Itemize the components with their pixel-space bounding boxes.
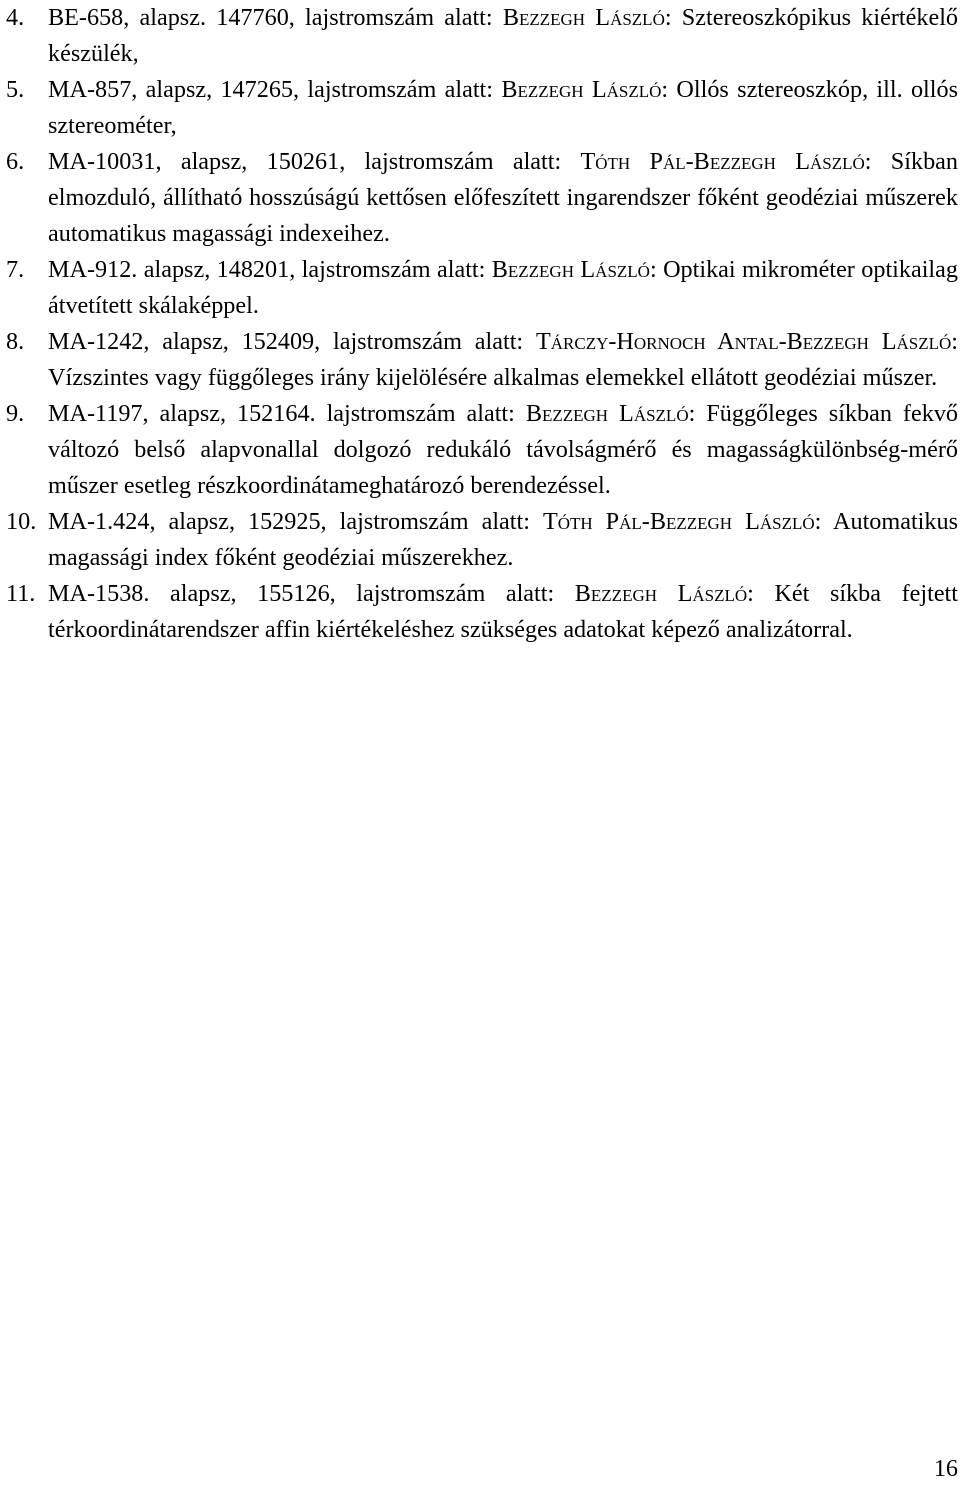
item-title: : Két síkba fejtett térkoordinátarendszer affin kiértékeléshez szükséges adatokat képező analizátorral. <box>48 580 958 643</box>
item-text: MA-1.424, alapsz, 152925, lajstromszám alatt: <box>48 508 543 535</box>
item-title: : Függőleges síkban fekvő változó belső alapvonallal dolgozó redukáló távolságmérő és magasságkülönbség-mérő műszer esetleg részkoordinátameghatározó berendezéssel. <box>48 400 959 499</box>
item-authors: Bezzegh László <box>501 76 662 103</box>
item-title: : Síkban elmozduló, állítható hosszúságú kettősen előfeszített ingarendszer főként geodéziai műszerek automatikus magassági indexeihez. <box>48 148 958 247</box>
item-text: MA-1242, alapsz, 152409, lajstromszám alatt: <box>48 328 536 355</box>
item-authors: Bezzegh László <box>574 580 748 607</box>
item-text: MA-857, alapsz, 147265, lajstromszám alatt: <box>48 76 502 103</box>
item-text: BE-658, alapsz. 147760, lajstromszám alatt: <box>48 4 503 31</box>
item-authors: Bezzegh László <box>525 400 689 427</box>
item-number: 5. <box>6 76 25 103</box>
item-number: 8. <box>6 328 25 355</box>
item-title: : Ollós sztereoszkóp, ill. ollós sztereométer, <box>48 76 958 139</box>
list-item <box>6 252 958 324</box>
item-authors: Tárczy-Hornoch Antal-Bezzegh László <box>535 328 952 355</box>
list-item <box>6 576 958 648</box>
item-title: : Vízszintes vagy függőleges irány kijelölésére alkalmas elemekkel ellátott geodéziai műszer. <box>48 328 958 391</box>
item-title: : Optikai mikrométer optikailag átvetített skálaképpel. <box>48 256 958 319</box>
item-text: MA-1197, alapsz, 152164. lajstromszám alatt: <box>48 400 526 427</box>
item-authors: Bezzegh László <box>502 4 665 31</box>
item-text: MA-1538. alapsz, 155126, lajstromszám alatt: <box>48 580 575 607</box>
item-title: : Sztereoszkópikus kiértékelő készülék, <box>48 4 959 67</box>
list-item <box>6 504 958 576</box>
item-number: 7. <box>6 256 25 283</box>
list-item <box>6 0 958 72</box>
item-text: MA-10031, alapsz, 150261, lajstromszám alatt: <box>48 148 581 175</box>
list-item <box>6 324 958 396</box>
list-item <box>6 396 958 504</box>
item-text: MA-912. alapsz, 148201, lajstromszám alatt: <box>48 256 492 283</box>
patent-list <box>6 0 958 648</box>
item-title: : Automatikus magassági index főként geodéziai műszerekhez. <box>48 508 958 571</box>
page-number: 16 <box>933 1455 958 1482</box>
item-number: 4. <box>6 4 25 31</box>
item-number: 11. <box>6 580 36 607</box>
item-authors: Bezzegh László <box>491 256 650 283</box>
item-authors: Tóth Pál-Bezzegh László <box>580 148 865 175</box>
item-number: 6. <box>6 148 25 175</box>
list-item <box>6 144 958 252</box>
list-item <box>6 72 958 144</box>
item-number: 9. <box>6 400 25 427</box>
item-number: 10. <box>6 508 37 535</box>
item-authors: Tóth Pál-Bezzegh László <box>542 508 815 535</box>
